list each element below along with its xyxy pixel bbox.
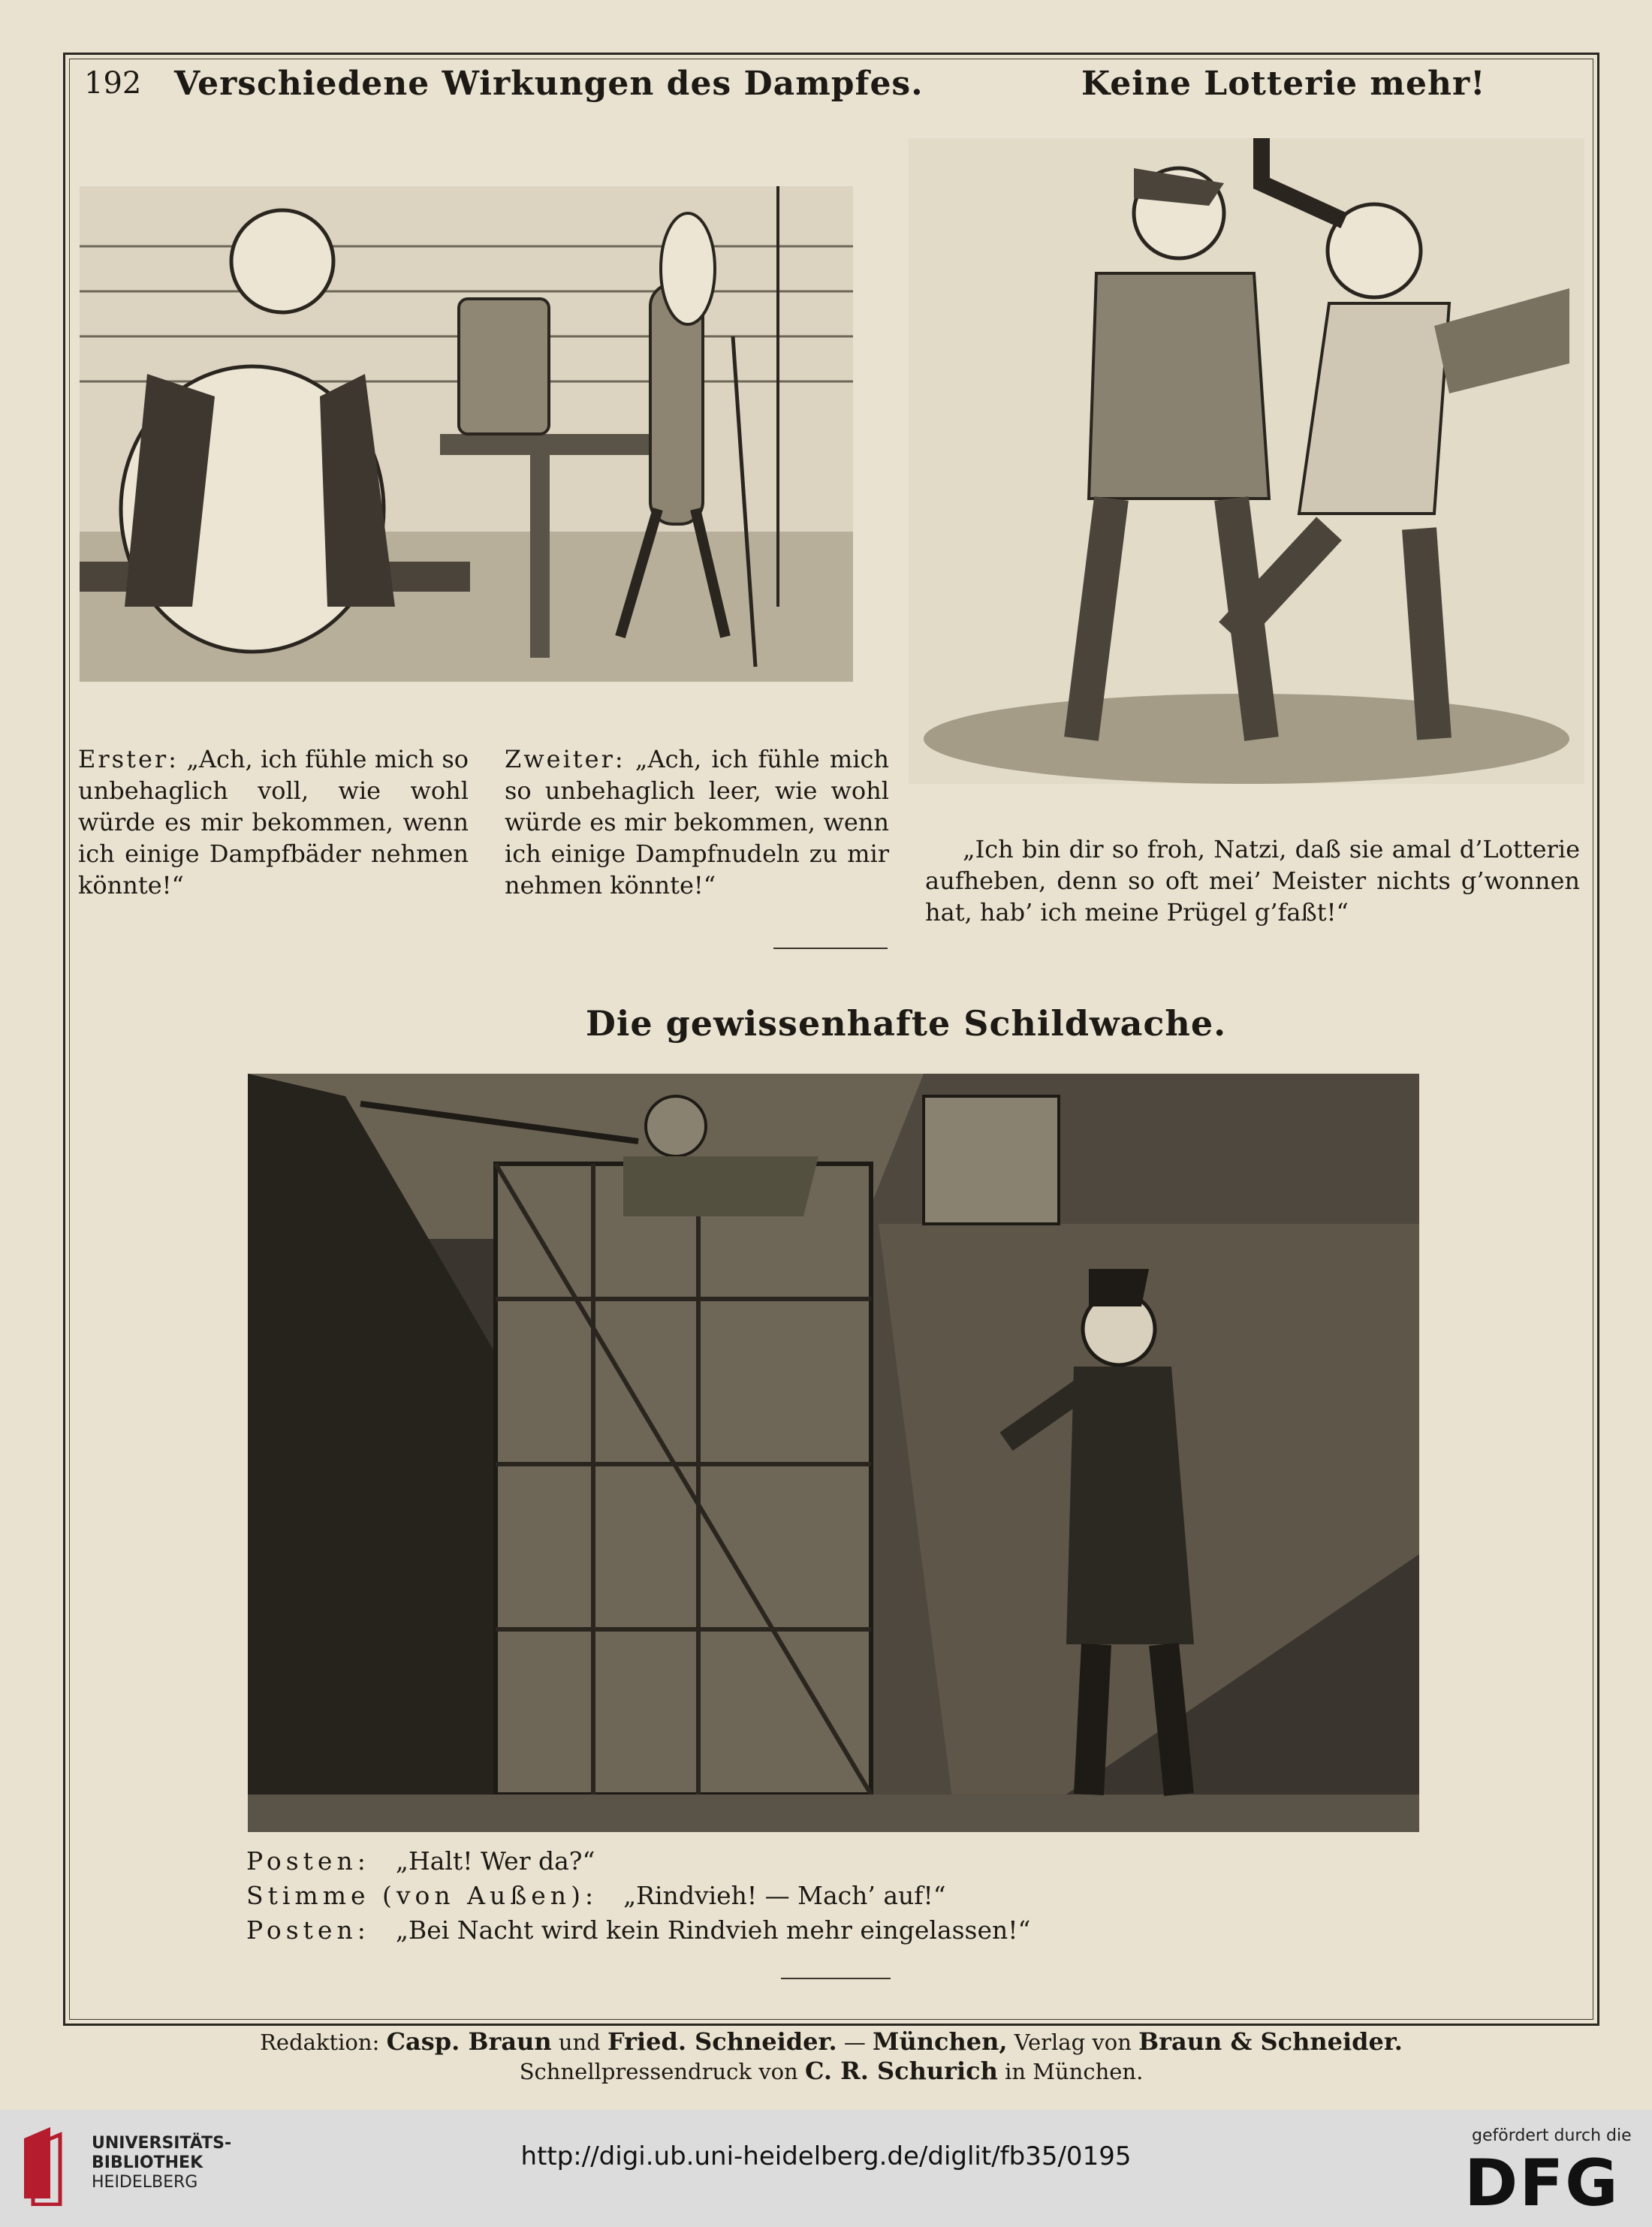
- imprint-editor-a: Casp. Braun: [386, 2027, 552, 2056]
- imprint-printer-city: in München.: [1005, 2059, 1144, 2084]
- page-number: 192: [84, 66, 142, 101]
- cartoon1-title: Verschiedene Wirkungen des Dampfes.: [174, 65, 924, 103]
- dfg-logo: DFG: [1464, 2146, 1620, 2221]
- divider-rule-top: [773, 948, 888, 949]
- imprint-editor-b: Fried. Schneider.: [607, 2027, 837, 2056]
- imprint-line-2: [69, 2057, 1593, 2086]
- imprint-editors-label: Redaktion:: [260, 2030, 380, 2055]
- caption-second-speaker: Zweiter:: [505, 745, 626, 773]
- library-name-line-3: HEIDELBERG: [92, 2173, 198, 2192]
- dialog-speaker-1: Posten:: [246, 1846, 370, 1876]
- cartoon2-title: Keine Lotterie mehr!: [1081, 65, 1486, 103]
- library-name-line-1: UNIVERSITÄTS-: [92, 2134, 232, 2153]
- sentry-dialog: [246, 1844, 1030, 1948]
- imprint-dash: —: [843, 2030, 866, 2055]
- imprint-line-1: [69, 2027, 1593, 2057]
- permalink-url[interactable]: http://digi.ub.uni-heidelberg.de/diglit/fb35/0195: [520, 2141, 1132, 2171]
- dialog-speaker-2: Stimme (von Außen):: [246, 1881, 598, 1910]
- imprint-city: München,: [873, 2027, 1008, 2056]
- caption-second-man: [505, 743, 889, 901]
- caption-first-speaker: Erster:: [78, 745, 179, 773]
- imprint-printer-label: Schnellpressendruck von: [519, 2059, 798, 2084]
- imprint-and: und: [558, 2030, 601, 2055]
- imprint-printer: C. R. Schurich: [804, 2057, 998, 2085]
- caption-lottery: „Ich bin dir so froh, Natzi, daß sie amal d’Lotterie aufheben, denn so oft mei’ Meister nichts g’wonnen hat, hab’ ich meine Prügel g’faßt!“: [925, 835, 1580, 927]
- imprint-footer: [69, 2027, 1593, 2086]
- cartoon3-title: Die gewissenhafte Schildwache.: [586, 1003, 1227, 1044]
- dialog-text-2: „Rindvieh! — Mach’ auf!“: [623, 1881, 946, 1910]
- dialog-speaker-3: Posten:: [246, 1915, 370, 1945]
- dialog-text-3: „Bei Nacht wird kein Rindvieh mehr eingelassen!“: [395, 1915, 1031, 1945]
- imprint-publisher-label: Verlag von: [1014, 2030, 1132, 2055]
- illustration-sentry-gate: [248, 1074, 1419, 1832]
- caption-second-text: „Ach, ich fühle mich so unbehaglich leer, wie wohl würde es mir bekommen, wenn ich einige Dampfnudeln zu mir nehmen könnte!“: [505, 745, 890, 900]
- dialog-line-2: [246, 1879, 1030, 1913]
- dialog-text-1: „Halt! Wer da?“: [395, 1846, 595, 1876]
- caption-first-man: [78, 743, 469, 901]
- illustration-steam-men: [80, 186, 853, 682]
- dialog-line-1: [246, 1844, 1030, 1879]
- illustration-lottery-boys: [909, 138, 1584, 784]
- dialog-line-3: [246, 1913, 1030, 1948]
- divider-rule-bottom: [781, 1978, 891, 1979]
- imprint-publisher: Braun & Schneider.: [1138, 2027, 1403, 2056]
- funding-note: gefördert durch die: [1472, 2126, 1632, 2145]
- caption-first-text: „Ach, ich fühle mich so unbehaglich voll, wie wohl würde es mir bekommen, wenn ich einige Dampfbäder nehmen könnte!“: [78, 745, 469, 900]
- library-name-line-2: BIBLIOTHEK: [92, 2153, 203, 2172]
